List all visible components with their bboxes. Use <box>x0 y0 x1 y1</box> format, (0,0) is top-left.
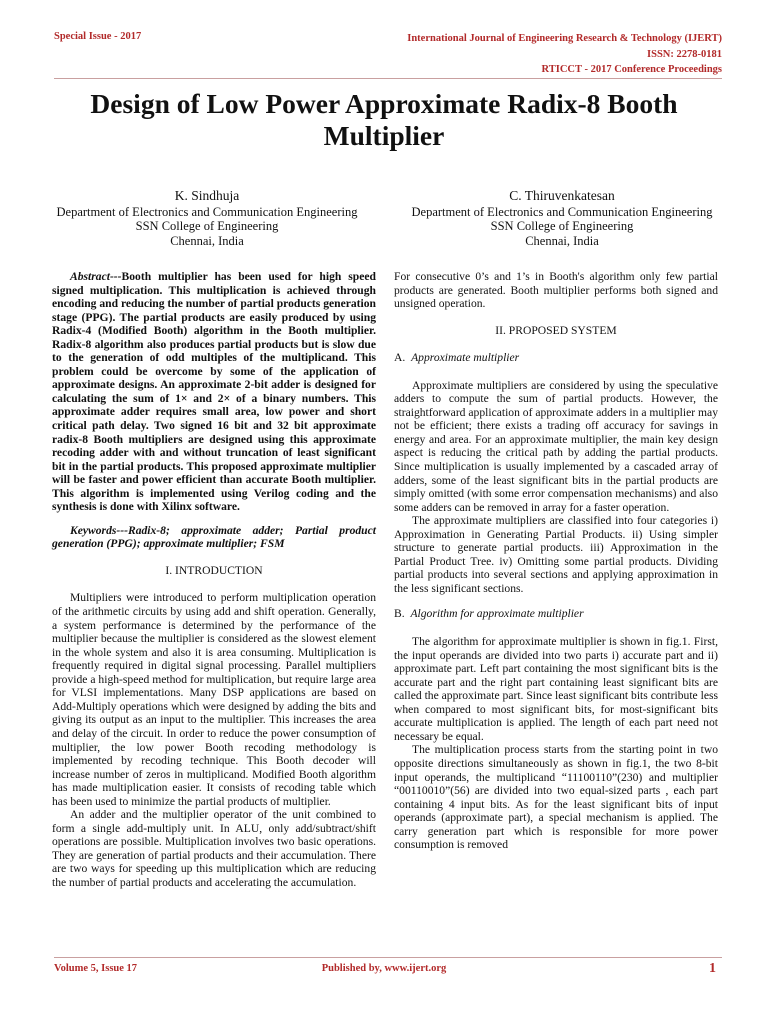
subsection-heading-b <box>394 607 718 621</box>
footer-divider <box>54 957 722 958</box>
subsection-heading-a <box>394 351 718 365</box>
author-block-2 <box>397 189 727 248</box>
intro-paragraph-2: An adder and the multiplier operator of the unit combined to form a single add-multiply unit. In ALU, only add/subtract/shift operations are possible. Multiplication involves two basic operations. They are generation of partial products and their accumulation. There are two ways for speeding up this multiplication which are reducing the number of partial products and accelerating the accumulation. <box>52 808 376 889</box>
footer-publisher: Published by, www.ijert.org <box>321 963 447 974</box>
section-heading-proposed: II. PROPOSED SYSTEM <box>495 323 617 337</box>
abstract <box>52 270 376 514</box>
approx-paragraph-2: The approximate multipliers are classified into four categories i) Approximation in Generating Partial Products. ii) Using simpler structure to generate partial products. iii) Approximation in the Partial Product Tree. iv) Omitting some partial products. Dividing partial products into several sections and applying approximation in the less significant sections. <box>394 514 718 595</box>
intro-paragraph-1: Multipliers were introduced to perform multiplication operation of the arithmetic circuits by using add and shift operation. Generally, a system performance is determined by the performance of the multiplier because the multiplier is considered as the slowest element in the whole system and also it is area consuming. Multiplication is frequently required in digital signal processing. Parallel multipliers provide a high-speed method for multiplication, but require large area for VLSI implementations. Many DSP applications are based on Add-Multiply operations which were designed by adding the bits and giving its output as an input to the multiplier. This increases the area and delay of the circuit. In order to reduce the power consumption of multiplier, the low power Booth recoding methodology is implemented by recoding technique. This Booth decoder will increase number of zeros in multiplicand. Modified Booth algorithm has made multiplication easier. It consists of recoding table which has been used to minimize the partial products of multiplier. <box>52 591 376 808</box>
author-city: Chennai, India <box>525 233 599 248</box>
header-journal-name: International Journal of Engineering Research & Technology (IJERT) <box>407 33 722 44</box>
approx-paragraph-1: Approximate multipliers are considered by using the speculative adders to compute the sum of partial products. However, the straightforward application of approximate adders in a multiplier may not be efficient; there exists a trading off accuracy for savings in energy and area. For an approximate multiplier, the main key design aspect is reducing the critical path by adding the partial products. Since multiplication is usually implemented by a cascaded array of adders, some of the least significant bits in the partial products are simply omitted (with some error compensation mechanisms) and also some adders can be removed in array for a faster operation. <box>394 378 718 514</box>
header-conference: RTICCT - 2017 Conference Proceedings <box>541 64 722 75</box>
right-column <box>394 270 718 852</box>
author-department: Department of Electronics and Communication Engineering <box>56 205 358 220</box>
booth-paragraph: For consecutive 0’s and 1’s in Booth's algorithm only few partial products are generated. Booth multiplier performs both signed and unsigned operation. <box>394 270 718 311</box>
author-name: C. Thiruvenkatesan <box>509 188 615 203</box>
author-college: SSN College of Engineering <box>135 219 279 234</box>
paper-title: Design of Low Power Approximate Radix-8 Booth Multiplier <box>90 88 678 151</box>
subsection-a-title: Approximate multiplier <box>411 351 520 365</box>
left-column <box>52 270 376 890</box>
author-city: Chennai, India <box>170 233 244 248</box>
author-department: Department of Electronics and Communication Engineering <box>411 205 713 220</box>
algorithm-paragraph-2: The multiplication process starts from the starting point in two opposite directions simultaneously as shown in fig.1, the two 8-bit input operands, the multiplicand “11100110”(230) and multiplier “00110010”(56) are divided into two equal-sized parts , each part containing 4 input bits. As for the least significant bits of input operands (approximate part), a special mechanism is applied. The carry generation part which is responsible for more power consumption is removed <box>394 743 718 852</box>
footer-volume: Volume 5, Issue 17 <box>54 963 138 974</box>
header-issn: ISSN: 2278-0181 <box>647 48 722 60</box>
page-number: 1 <box>709 961 716 976</box>
subsection-a-label: A. <box>394 351 406 365</box>
algorithm-paragraph-1: The algorithm for approximate multiplier is shown in fig.1. First, the input operands are divided into two parts i) accurate part and ii) approximate part. Left part containing the most significant bits is the accurate part and the right part containing least significant bits are called the approximate part. Since least significant bits contribute less when compared to most significant bits, for most-significant bits accurate multiplication is applied. The length of each part need not necessary be equal. <box>394 635 718 743</box>
author-college: SSN College of Engineering <box>490 219 634 234</box>
abstract-label: Abstract--- <box>70 270 122 283</box>
subsection-b-label: B. <box>394 607 405 621</box>
author-name: K. Sindhuja <box>174 188 240 203</box>
section-heading-introduction: I. INTRODUCTION <box>165 563 263 577</box>
subsection-b-title: Algorithm for approximate multiplier <box>410 607 584 621</box>
header-divider <box>54 78 722 79</box>
header-issue: Special Issue - 2017 <box>54 31 142 42</box>
abstract-text: Booth multiplier has been used for high speed signed multiplication. This multiplication is achieved through encoding and reducing the number of partial products generation stage (PPG). The partial products are easily produced by using Radix-4 (Modified Booth) algorithm in the Booth multiplier. Radix-8 algorithm also produces partial products but is slow due to the generation of odd multiples of the multiplicand. This problem could be overcome by some of the application of approximate designs. An approximate 2-bit adder is designed for calculating the sum of 1× and 2× of a binary numbers. This approximate adder requires small area, low power and short critical path delay. Two signed 16 bit and 32 bit approximate radix-8 Booth multipliers are designed using this approximate recoding adder with and without truncation of least significant bit in the partial products. This proposed approximate multiplier will be faster and power efficient than accurate Booth multiplier. This algorithm is implemented using Verilog coding and the synthesis is done with Xilinx software. <box>52 270 377 514</box>
keywords: Keywords---Radix-8; approximate adder; Partial product generation (PPG); approximate multiplier; FSM <box>52 523 376 551</box>
header-journal <box>407 31 722 78</box>
author-block-1 <box>42 189 372 248</box>
